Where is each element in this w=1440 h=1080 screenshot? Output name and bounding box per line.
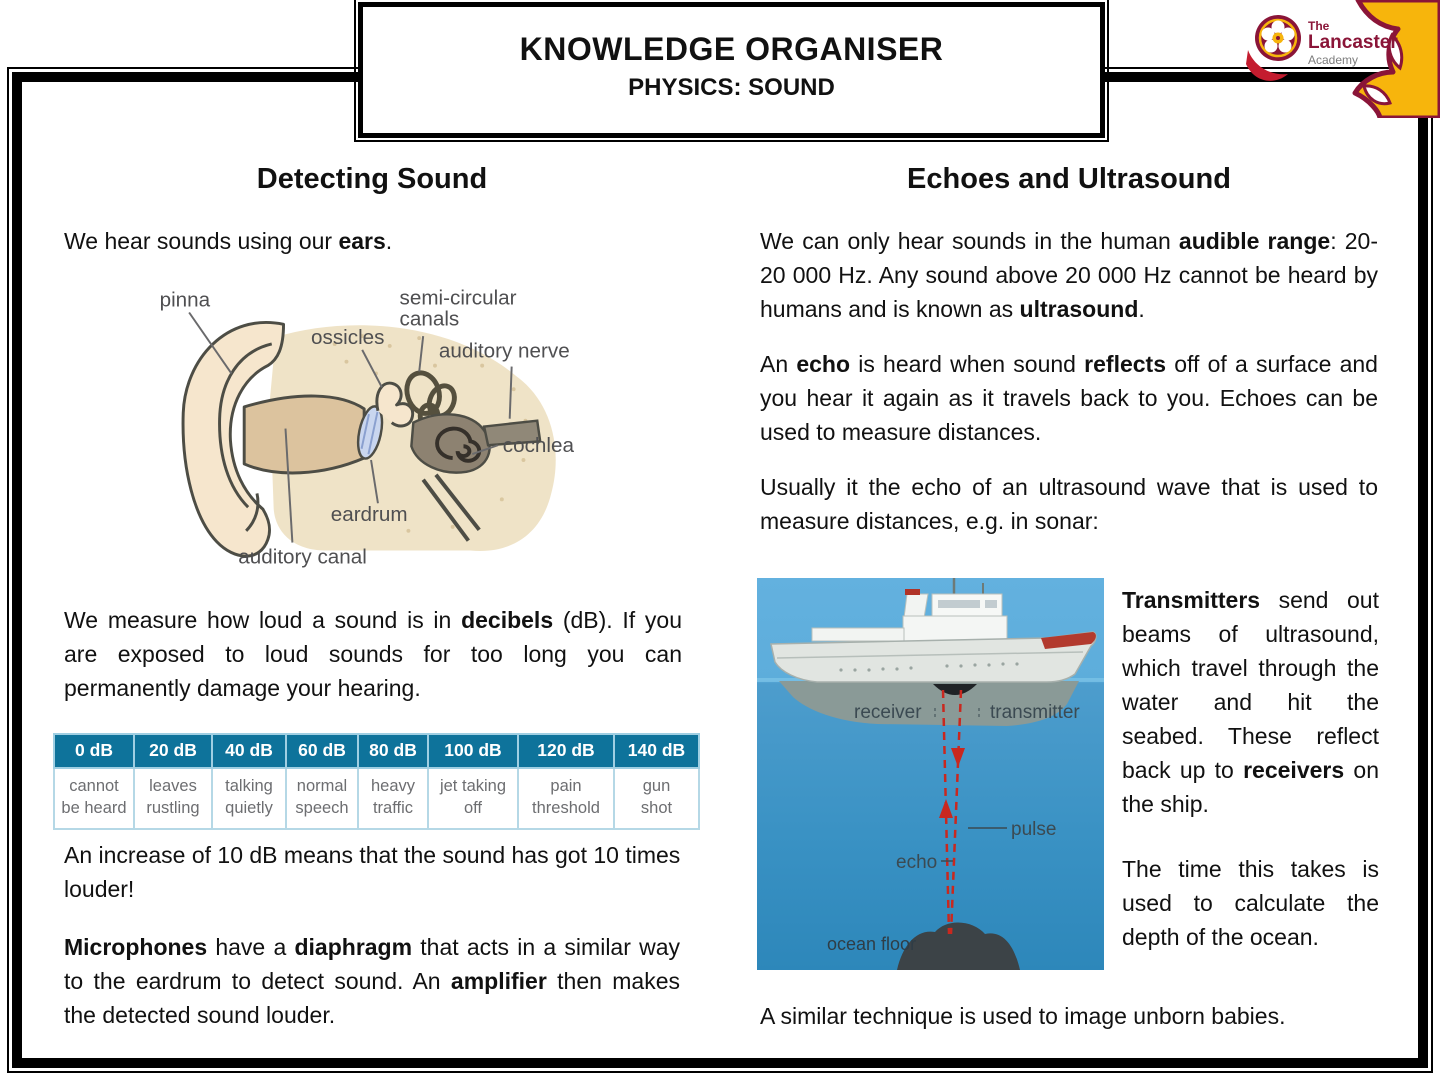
audible-range-paragraph: We can only hear sounds in the human audible range: 20-20 000 Hz. Any sound above 20 000 Hz cannot be heard by humans and is known as ultrasound. — [760, 228, 1378, 322]
eardrum-label: eardrum — [330, 502, 408, 526]
transmitter-label: transmitter — [990, 702, 1080, 723]
ear-diagram — [128, 283, 620, 583]
ocean-floor-label: ocean floor — [827, 934, 917, 954]
db-cell: pain threshold — [518, 768, 614, 829]
logo-text-lancaster: Lancaster — [1308, 32, 1398, 53]
db-cell: normal speech — [286, 768, 358, 829]
db-header-cell: 60 dB — [286, 734, 358, 768]
decibel-body-row — [54, 768, 699, 829]
unborn-babies-paragraph: A similar technique is used to image unborn babies. — [760, 1003, 1286, 1029]
lancaster-academy-logo — [1240, 0, 1440, 118]
db-cell: jet taking off — [428, 768, 518, 829]
hear-with-ears-paragraph: We hear sounds using our ears. — [64, 228, 393, 254]
db-header-cell: 100 dB — [428, 734, 518, 768]
db-cell: talking quietly — [212, 768, 286, 829]
ossicles-label: ossicles — [311, 325, 385, 349]
db-header-cell: 40 dB — [212, 734, 286, 768]
semicircular-canals-label-1: semi-circular — [399, 286, 517, 310]
sonar-intro-paragraph: Usually it the echo of an ultrasound wave that is used to measure distances, e.g. in sonar: — [760, 474, 1378, 534]
increase-10db-paragraph: An increase of 10 dB means that the sound has got 10 times louder! — [64, 842, 681, 902]
db-cell: gun shot — [614, 768, 699, 829]
db-header-cell: 80 dB — [358, 734, 428, 768]
db-cell: heavy traffic — [358, 768, 428, 829]
db-header-cell: 0 dB — [54, 734, 134, 768]
depth-calculation-paragraph: The time this takes is used to calculate the depth of the ocean. — [1122, 856, 1379, 950]
semicircular-canals-label-2: canals — [399, 307, 460, 331]
echo-label: echo — [896, 852, 938, 873]
receiver-label: receiver — [854, 702, 922, 723]
logo-text-academy: Academy — [1308, 53, 1359, 67]
page-subtitle: PHYSICS: SOUND — [628, 74, 835, 101]
right-column-heading: Echoes and Ultrasound — [907, 163, 1231, 195]
auditory-canal-label: auditory canal — [238, 545, 367, 569]
page-title: KNOWLEDGE ORGANISER — [519, 31, 944, 67]
pulse-label: pulse — [1011, 819, 1057, 840]
auditory-canal-shape — [244, 396, 364, 473]
db-cell: leaves rustling — [134, 768, 212, 829]
db-header-cell: 20 dB — [134, 734, 212, 768]
microphones-paragraph: Microphones have a diaphragm that acts in a similar way to the eardrum to detect sound. An amplifier then makes the detected sound louder. — [64, 934, 681, 1028]
cochlea-label: cochlea — [502, 434, 574, 458]
auditory-nerve-label: auditory nerve — [438, 339, 570, 363]
db-header-cell: 120 dB — [518, 734, 614, 768]
db-header-cell: 140 dB — [614, 734, 699, 768]
title-box — [358, 2, 1105, 138]
decibel-scale-table — [53, 733, 700, 830]
logo-text-the: The — [1308, 19, 1330, 33]
decibels-paragraph: We measure how loud a sound is in decibels (dB). If you are exposed to loud sounds for too long you can permanently damage your hearing. — [64, 607, 683, 701]
logo-graphic — [1240, 0, 1440, 118]
db-cell: cannot be heard — [54, 768, 134, 829]
left-column-heading: Detecting Sound — [256, 163, 488, 195]
echo-paragraph: An echo is heard when sound reflects off of a surface and you hear it again as it travels back to you. Echoes can be used to measure distances. — [760, 351, 1378, 445]
pinna-label: pinna — [159, 288, 211, 312]
transmitters-paragraph: Transmitters send out beams of ultrasound, which travel through the water and hit the seabed. These reflect back up to receivers on the ship. — [1122, 587, 1379, 817]
sonar-diagram — [757, 578, 1104, 975]
decibel-header-row — [54, 734, 699, 768]
lancaster-rose-icon — [1246, 15, 1301, 81]
